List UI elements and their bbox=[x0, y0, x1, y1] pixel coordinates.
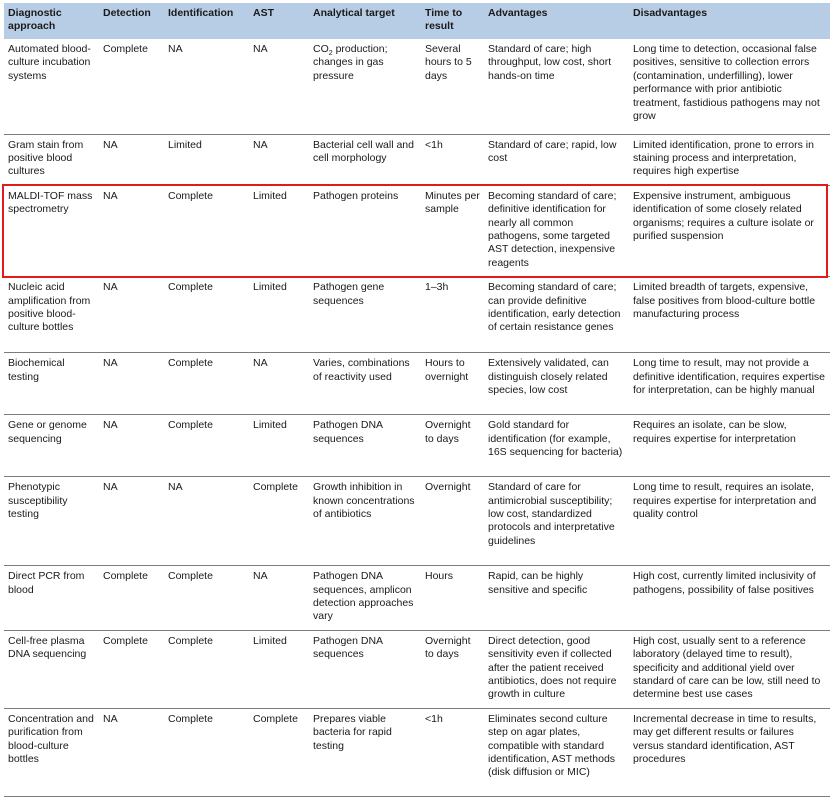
cell-ast: Complete bbox=[249, 477, 309, 566]
cell-detection: NA bbox=[99, 415, 164, 477]
cell-advantages: Standard of care for antimicrobial susceptibility; low cost, standardized protocols and interpretative guidelines bbox=[484, 477, 629, 566]
cell-disadvantages: High cost, currently limited inclusivity of pathogens, possibility of false positives bbox=[629, 566, 830, 631]
cell-identification: NA bbox=[164, 477, 249, 566]
cell-advantages: Becoming standard of care; definitive identification for nearly all common pathogens, some targeted AST detection, inexpensive reagents bbox=[484, 185, 629, 276]
cell-detection: NA bbox=[99, 477, 164, 566]
table-row bbox=[4, 134, 830, 185]
cell-ast: Limited bbox=[249, 185, 309, 276]
cell-target: Pathogen proteins bbox=[309, 185, 421, 276]
col-header-approach: Diagnostic approach bbox=[4, 3, 99, 39]
cell-approach: Direct PCR from blood bbox=[4, 566, 99, 631]
col-header-advantages: Advantages bbox=[484, 3, 629, 39]
cell-disadvantages: High cost, usually sent to a reference laboratory (delayed time to result), specificity and additional yield over standard of care can be low, still need to determine best use cases bbox=[629, 630, 830, 708]
cell-time: Hours bbox=[421, 566, 484, 631]
cell-detection: NA bbox=[99, 134, 164, 185]
cell-target: Pathogen gene sequences bbox=[309, 277, 421, 353]
table-row bbox=[4, 708, 830, 796]
cell-ast: Limited bbox=[249, 415, 309, 477]
cell-approach: Gene or genome sequencing bbox=[4, 415, 99, 477]
cell-time: Overnight to days bbox=[421, 630, 484, 708]
col-header-target: Analytical target bbox=[309, 3, 421, 39]
cell-time: Overnight bbox=[421, 477, 484, 566]
cell-identification: Complete bbox=[164, 185, 249, 276]
cell-approach: Phenotypic susceptibility testing bbox=[4, 477, 99, 566]
cell-identification: NA bbox=[164, 39, 249, 134]
cell-approach: Concentration and purification from blood-culture bottles bbox=[4, 708, 99, 796]
cell-time: <1h bbox=[421, 134, 484, 185]
table-row bbox=[4, 415, 830, 477]
cell-approach: Nucleic acid amplification from positive blood-culture bottles bbox=[4, 277, 99, 353]
cell-time: Hours to overnight bbox=[421, 353, 484, 415]
cell-disadvantages: Expensive instrument, ambiguous identification of some closely related organisms; requires a culture isolate or purified suspension bbox=[629, 185, 830, 276]
cell-target bbox=[309, 39, 421, 134]
cell-ast: NA bbox=[249, 353, 309, 415]
cell-ast: Limited bbox=[249, 630, 309, 708]
cell-ast: NA bbox=[249, 134, 309, 185]
table-row bbox=[4, 277, 830, 353]
cell-time: <1h bbox=[421, 708, 484, 796]
cell-approach: Gram stain from positive blood cultures bbox=[4, 134, 99, 185]
cell-disadvantages: Limited identification, prone to errors in staining process and interpretation, requires high expertise bbox=[629, 134, 830, 185]
cell-advantages: Extensively validated, can distinguish closely related species, low cost bbox=[484, 353, 629, 415]
cell-ast: Limited bbox=[249, 277, 309, 353]
table-row bbox=[4, 566, 830, 631]
cell-approach: Automated blood-culture incubation systems bbox=[4, 39, 99, 134]
cell-target: Prepares viable bacteria for rapid testing bbox=[309, 708, 421, 796]
cell-identification: Complete bbox=[164, 708, 249, 796]
col-header-time: Time to result bbox=[421, 3, 484, 39]
cell-approach: MALDI-TOF mass spectrometry bbox=[4, 185, 99, 276]
cell-target: Bacterial cell wall and cell morphology bbox=[309, 134, 421, 185]
cell-disadvantages: Limited breadth of targets, expensive, false positives from blood-culture bottle manufacturing process bbox=[629, 277, 830, 353]
cell-disadvantages: Requires an isolate, can be slow, requires expertise for interpretation bbox=[629, 415, 830, 477]
cell-advantages: Standard of care; rapid, low cost bbox=[484, 134, 629, 185]
cell-identification: Complete bbox=[164, 566, 249, 631]
diagnostics-table bbox=[4, 3, 830, 797]
target-subscript: 2 bbox=[328, 50, 333, 58]
table-row bbox=[4, 353, 830, 415]
table-row-highlighted bbox=[4, 185, 830, 276]
table-row bbox=[4, 39, 830, 134]
cell-disadvantages: Incremental decrease in time to results, may get different results or failures versus standard identification, AST procedures bbox=[629, 708, 830, 796]
cell-detection: NA bbox=[99, 708, 164, 796]
cell-identification: Complete bbox=[164, 415, 249, 477]
cell-detection: Complete bbox=[99, 39, 164, 134]
cell-identification: Limited bbox=[164, 134, 249, 185]
cell-identification: Complete bbox=[164, 353, 249, 415]
cell-target: Pathogen DNA sequences bbox=[309, 415, 421, 477]
cell-identification: Complete bbox=[164, 630, 249, 708]
cell-ast: NA bbox=[249, 39, 309, 134]
cell-target: Pathogen DNA sequences, amplicon detection approaches vary bbox=[309, 566, 421, 631]
col-header-identification: Identification bbox=[164, 3, 249, 39]
cell-target: Varies, combinations of reactivity used bbox=[309, 353, 421, 415]
cell-ast: Complete bbox=[249, 708, 309, 796]
cell-disadvantages: Long time to result, requires an isolate, requires expertise for interpretation and quality control bbox=[629, 477, 830, 566]
table-row bbox=[4, 477, 830, 566]
cell-time: Minutes per sample bbox=[421, 185, 484, 276]
col-header-detection: Detection bbox=[99, 3, 164, 39]
cell-detection: Complete bbox=[99, 630, 164, 708]
cell-detection: Complete bbox=[99, 566, 164, 631]
cell-advantages: Gold standard for identification (for example, 16S sequencing for bacteria) bbox=[484, 415, 629, 477]
cell-identification: Complete bbox=[164, 277, 249, 353]
cell-advantages: Eliminates second culture step on agar plates, compatible with standard identification, AST methods (disk diffusion or MIC) bbox=[484, 708, 629, 796]
cell-target: Growth inhibition in known concentrations of antibiotics bbox=[309, 477, 421, 566]
target-text-post: production; changes in gas pressure bbox=[313, 43, 388, 82]
cell-target: Pathogen DNA sequences bbox=[309, 630, 421, 708]
cell-detection: NA bbox=[99, 185, 164, 276]
cell-detection: NA bbox=[99, 353, 164, 415]
cell-approach: Biochemical testing bbox=[4, 353, 99, 415]
cell-advantages: Rapid, can be highly sensitive and specific bbox=[484, 566, 629, 631]
header-row bbox=[4, 3, 830, 39]
cell-time: Several hours to 5 days bbox=[421, 39, 484, 134]
cell-detection: NA bbox=[99, 277, 164, 353]
col-header-disadvantages: Disadvantages bbox=[629, 3, 830, 39]
cell-time: Overnight to days bbox=[421, 415, 484, 477]
cell-advantages: Standard of care; high throughput, low cost, short hands-on time bbox=[484, 39, 629, 134]
target-text-pre: CO bbox=[313, 43, 329, 55]
cell-ast: NA bbox=[249, 566, 309, 631]
cell-disadvantages: Long time to result, may not provide a definitive identification, requires expertise for interpretation, can be highly manual bbox=[629, 353, 830, 415]
cell-advantages: Direct detection, good sensitivity even if collected after the patient received antibiotics, does not require growth in culture bbox=[484, 630, 629, 708]
cell-time: 1–3h bbox=[421, 277, 484, 353]
cell-approach: Cell-free plasma DNA sequencing bbox=[4, 630, 99, 708]
col-header-ast: AST bbox=[249, 3, 309, 39]
table-row bbox=[4, 630, 830, 708]
cell-advantages: Becoming standard of care; can provide definitive identification, early detection of certain resistance genes bbox=[484, 277, 629, 353]
cell-disadvantages: Long time to detection, occasional false positives, sensitive to collection errors (contamination, underfilling), lower performance with prior antibiotic treatment, fastidious pathogens may not grow bbox=[629, 39, 830, 134]
